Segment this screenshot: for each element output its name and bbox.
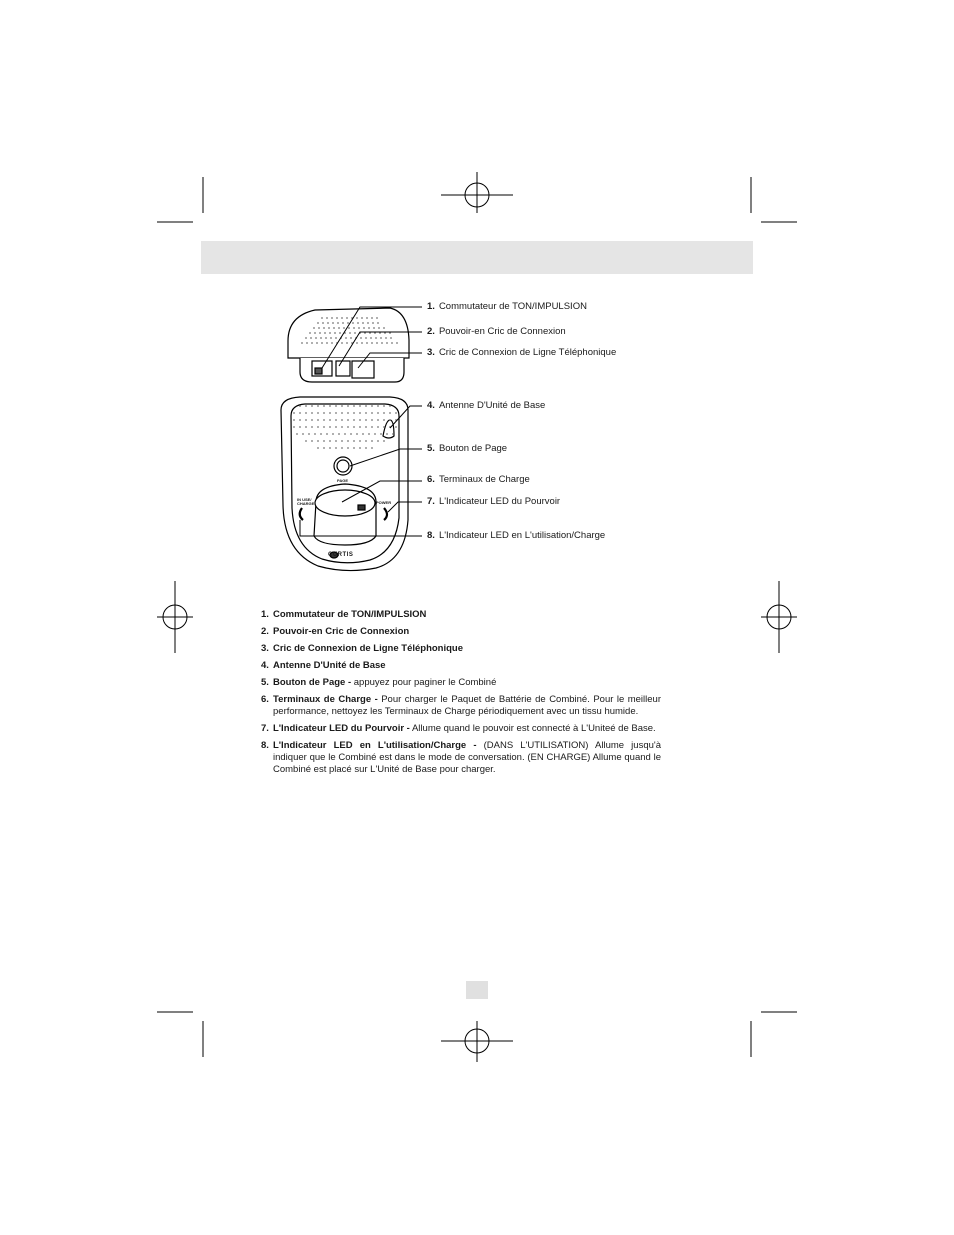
description-term: L'Indicateur LED en L'utilisation/Charge - (273, 740, 477, 751)
grille-dot (347, 447, 349, 449)
grille-dot (317, 405, 319, 407)
grille-dot (332, 322, 334, 324)
grille-dot (323, 440, 325, 442)
grille-dot (329, 412, 331, 414)
grille-dot (315, 337, 317, 339)
brand-logo: CURTIS (328, 552, 354, 558)
grille-dot (341, 447, 343, 449)
grille-dot (368, 327, 370, 329)
grille-dot (383, 412, 385, 414)
grille-dot (373, 327, 375, 329)
grille-dot (366, 317, 368, 319)
callout-2 (427, 326, 566, 338)
description-term: Antenne D'Unité de Base (273, 660, 386, 671)
description-item (261, 723, 661, 735)
grille-dot (335, 337, 337, 339)
grille-dot (323, 327, 325, 329)
grille-dot (371, 342, 373, 344)
description-number: 4. (261, 660, 269, 671)
grille-dot (329, 440, 331, 442)
grille-dot (306, 342, 308, 344)
grille-dot (365, 405, 367, 407)
grille-dot (377, 405, 379, 407)
grille-dot (299, 412, 301, 414)
description-term: L'Indicateur LED du Pourvoir - (273, 723, 410, 734)
grille-dot (310, 337, 312, 339)
grille-dot (365, 447, 367, 449)
description-text (273, 660, 386, 672)
grille-dot (383, 405, 385, 407)
grille-dot (386, 433, 388, 435)
grille-dot (299, 405, 301, 407)
grille-dot (305, 405, 307, 407)
grille-dot (365, 440, 367, 442)
callout-3 (427, 347, 616, 359)
callout-label: Cric de Connexion de Ligne Téléphonique (438, 347, 617, 358)
grille-dot (360, 337, 362, 339)
callout-number: 2. (427, 326, 435, 337)
grille-dot (316, 342, 318, 344)
grille-dot (359, 447, 361, 449)
grille-dot (371, 447, 373, 449)
grille-dot (381, 342, 383, 344)
grille-dot (371, 405, 373, 407)
grille-dot (329, 447, 331, 449)
grille-dot (386, 342, 388, 344)
callout-number: 6. (427, 474, 435, 485)
base-back-view (288, 308, 409, 382)
grille-dot (350, 337, 352, 339)
grille-dot (377, 412, 379, 414)
description-text (273, 643, 463, 655)
grille-dot (338, 433, 340, 435)
grille-dot (378, 327, 380, 329)
grille-dot (359, 440, 361, 442)
grille-dot (356, 433, 358, 435)
grille-dot (392, 433, 394, 435)
grille-dot (327, 322, 329, 324)
grille-dot (337, 322, 339, 324)
grille-dot (311, 440, 313, 442)
description-body: (DANS L'UTILISATION) Allume jusqu'à indiquer que le Combiné est dans le mode de conversation. (EN CHARGE) Allume quand le Combiné est placé sur L'Unité de Base pour charger. (273, 740, 661, 775)
grille-dot (325, 337, 327, 339)
description-text (273, 609, 426, 621)
grille-dot (347, 412, 349, 414)
grille-dot (341, 317, 343, 319)
grille-dot (324, 332, 326, 334)
grille-dot (329, 419, 331, 421)
grille-dot (371, 317, 373, 319)
grille-dot (344, 433, 346, 435)
grille-dot (353, 426, 355, 428)
grille-dot (341, 419, 343, 421)
grille-dot (359, 405, 361, 407)
callout-label: L'Indicateur LED du Pourvoir (438, 496, 561, 507)
grille-dot (376, 342, 378, 344)
description-term: Commutateur de TON/IMPULSION (273, 609, 427, 620)
grille-dot (380, 337, 382, 339)
grille-dot (350, 433, 352, 435)
grille-dot (317, 412, 319, 414)
grille-dot (341, 440, 343, 442)
grille-dot (371, 426, 373, 428)
grille-dot (389, 405, 391, 407)
grille-dot (389, 412, 391, 414)
grille-dot (308, 433, 310, 435)
grille-dot (383, 419, 385, 421)
grille-dot (311, 412, 313, 414)
description-number: 2. (261, 626, 269, 637)
grille-dot (341, 412, 343, 414)
grille-dot (329, 332, 331, 334)
description-item (261, 740, 661, 776)
callout-label: Terminaux de Charge (438, 474, 530, 485)
grille-dot (317, 322, 319, 324)
callout-label: Pouvoir-en Cric de Connexion (438, 326, 566, 337)
grille-dot (353, 419, 355, 421)
grille-dot (302, 433, 304, 435)
description-item (261, 609, 661, 621)
callout-number: 4. (427, 400, 435, 411)
grille-dot (323, 405, 325, 407)
grille-dot (334, 332, 336, 334)
grille-dot (343, 327, 345, 329)
grille-dot (299, 426, 301, 428)
grille-dot (313, 327, 315, 329)
grille-dot (311, 342, 313, 344)
grille-dot (365, 419, 367, 421)
grille-dot (359, 426, 361, 428)
grille-dot (383, 440, 385, 442)
description-list (261, 609, 661, 781)
grille-dot (341, 405, 343, 407)
grille-dot (370, 337, 372, 339)
grille-dot (331, 342, 333, 344)
grille-dot (329, 405, 331, 407)
description-text (273, 626, 409, 638)
grille-dot (345, 337, 347, 339)
grille-dot (348, 327, 350, 329)
grille-dot (353, 447, 355, 449)
description-item (261, 677, 661, 689)
grille-dot (301, 342, 303, 344)
grille-dot (363, 327, 365, 329)
grille-dot (319, 332, 321, 334)
grille-dot (317, 447, 319, 449)
grille-dot (333, 327, 335, 329)
grille-dot (335, 419, 337, 421)
description-number: 7. (261, 723, 269, 734)
grille-dot (323, 419, 325, 421)
grille-dot (305, 419, 307, 421)
grille-dot (353, 412, 355, 414)
grille-dot (374, 433, 376, 435)
grille-dot (296, 433, 298, 435)
grille-dot (349, 332, 351, 334)
callout-4 (427, 400, 545, 412)
grille-dot (317, 419, 319, 421)
callout-number: 1. (427, 301, 435, 312)
description-term: Terminaux de Charge - (273, 694, 378, 705)
grille-dot (331, 317, 333, 319)
grille-dot (336, 317, 338, 319)
description-text (273, 694, 661, 718)
callout-5 (427, 443, 507, 455)
grille-dot (328, 327, 330, 329)
grille-dot (376, 317, 378, 319)
grille-dot (335, 440, 337, 442)
grille-dot (385, 337, 387, 339)
grille-dot (377, 440, 379, 442)
description-number: 6. (261, 694, 269, 705)
grille-dot (367, 322, 369, 324)
description-item (261, 660, 661, 672)
grille-dot (354, 332, 356, 334)
grille-dot (395, 412, 397, 414)
description-number: 8. (261, 740, 269, 751)
grille-dot (362, 322, 364, 324)
base-front-view (281, 397, 408, 571)
grille-dot (326, 317, 328, 319)
grille-dot (320, 433, 322, 435)
callout-8 (427, 530, 605, 542)
grille-dot (352, 322, 354, 324)
grille-dot (371, 412, 373, 414)
grille-dot (371, 419, 373, 421)
grille-dot (362, 433, 364, 435)
grille-dot (341, 426, 343, 428)
grille-dot (342, 322, 344, 324)
description-number: 3. (261, 643, 269, 654)
grille-dot (353, 405, 355, 407)
description-term: Bouton de Page - (273, 677, 352, 688)
grille-dot (335, 426, 337, 428)
description-body: Allume quand le pouvoir est connecté à L'Uniteé de Base. (409, 723, 656, 734)
callout-number: 3. (427, 347, 435, 358)
grille-dot (323, 426, 325, 428)
grille-dot (335, 412, 337, 414)
grille-dot (341, 342, 343, 344)
callout-number: 7. (427, 496, 435, 507)
grille-dot (371, 440, 373, 442)
grille-dot (311, 419, 313, 421)
grille-dot (396, 342, 398, 344)
grille-dot (380, 433, 382, 435)
callout-number: 8. (427, 530, 435, 541)
grille-dot (377, 419, 379, 421)
grille-dot (361, 342, 363, 344)
description-term: Cric de Connexion de Ligne Téléphonique (273, 643, 464, 654)
grille-dot (395, 426, 397, 428)
page-button-label: PAGE (337, 478, 349, 483)
grille-dot (293, 419, 295, 421)
grille-dot (314, 433, 316, 435)
grille-dot (317, 440, 319, 442)
grille-dot (305, 412, 307, 414)
grille-dot (305, 426, 307, 428)
grille-dot (339, 332, 341, 334)
grille-dot (322, 322, 324, 324)
grille-dot (321, 317, 323, 319)
grille-dot (358, 327, 360, 329)
description-number: 5. (261, 677, 269, 688)
grille-dot (293, 426, 295, 428)
grille-dot (326, 433, 328, 435)
grille-dot (305, 337, 307, 339)
grille-dot (377, 426, 379, 428)
description-body: appuyez pour paginer le Combiné (351, 677, 497, 688)
grille-dot (311, 405, 313, 407)
grille-dot (365, 337, 367, 339)
callout-label: L'Indicateur LED en L'utilisation/Charge (438, 530, 606, 541)
callout-6 (427, 474, 530, 486)
in-use-label: IN USE/ CHARGE (297, 497, 315, 506)
grille-dot (357, 322, 359, 324)
grille-dot (299, 419, 301, 421)
grille-dot (323, 447, 325, 449)
grille-dot (372, 322, 374, 324)
grille-dot (365, 426, 367, 428)
grille-dot (377, 322, 379, 324)
grille-dot (293, 412, 295, 414)
grille-dot (326, 342, 328, 344)
grille-dot (329, 426, 331, 428)
description-text (273, 677, 496, 689)
grille-dot (391, 342, 393, 344)
grille-dot (338, 327, 340, 329)
callout-number: 5. (427, 443, 435, 454)
grille-dot (317, 426, 319, 428)
description-number: 1. (261, 609, 269, 620)
grille-dot (347, 405, 349, 407)
grille-dot (375, 337, 377, 339)
callout-label: Commutateur de TON/IMPULSION (438, 301, 587, 312)
grille-dot (368, 433, 370, 435)
grille-dot (390, 337, 392, 339)
grille-dot (346, 342, 348, 344)
description-item (261, 694, 661, 718)
grille-dot (383, 327, 385, 329)
grille-dot (361, 317, 363, 319)
description-item (261, 626, 661, 638)
grille-dot (383, 426, 385, 428)
grille-dot (347, 426, 349, 428)
grille-dot (323, 412, 325, 414)
grille-dot (356, 317, 358, 319)
grille-dot (359, 412, 361, 414)
grille-dot (353, 440, 355, 442)
callout-7 (427, 496, 560, 508)
grille-dot (347, 322, 349, 324)
grille-dot (356, 342, 358, 344)
grille-dot (320, 337, 322, 339)
grille-dot (335, 447, 337, 449)
description-text (273, 740, 661, 776)
grille-dot (330, 337, 332, 339)
grille-dot (353, 327, 355, 329)
grille-dot (366, 342, 368, 344)
description-body: Pour charger le Paquet de Battérie de Combiné. Pour le meilleur performance, nettoyez les Terminaux de Charge périodiquement avec un tissu humide. (273, 694, 661, 717)
grille-dot (309, 332, 311, 334)
power-label: POWER (376, 500, 392, 505)
description-item (261, 643, 661, 655)
grille-dot (347, 419, 349, 421)
description-text (273, 723, 656, 735)
grille-dot (335, 405, 337, 407)
grille-dot (305, 440, 307, 442)
grille-dot (365, 412, 367, 414)
callout-label: Antenne D'Unité de Base (438, 400, 546, 411)
callout-1 (427, 301, 587, 313)
grille-dot (321, 342, 323, 344)
grille-dot (359, 419, 361, 421)
callout-label: Bouton de Page (438, 443, 508, 454)
grille-dot (318, 327, 320, 329)
grille-dot (311, 426, 313, 428)
grille-dot (389, 419, 391, 421)
grille-dot (332, 433, 334, 435)
description-term: Pouvoir-en Cric de Connexion (273, 626, 410, 637)
grille-dot (346, 317, 348, 319)
grille-dot (347, 440, 349, 442)
grille-dot (314, 332, 316, 334)
